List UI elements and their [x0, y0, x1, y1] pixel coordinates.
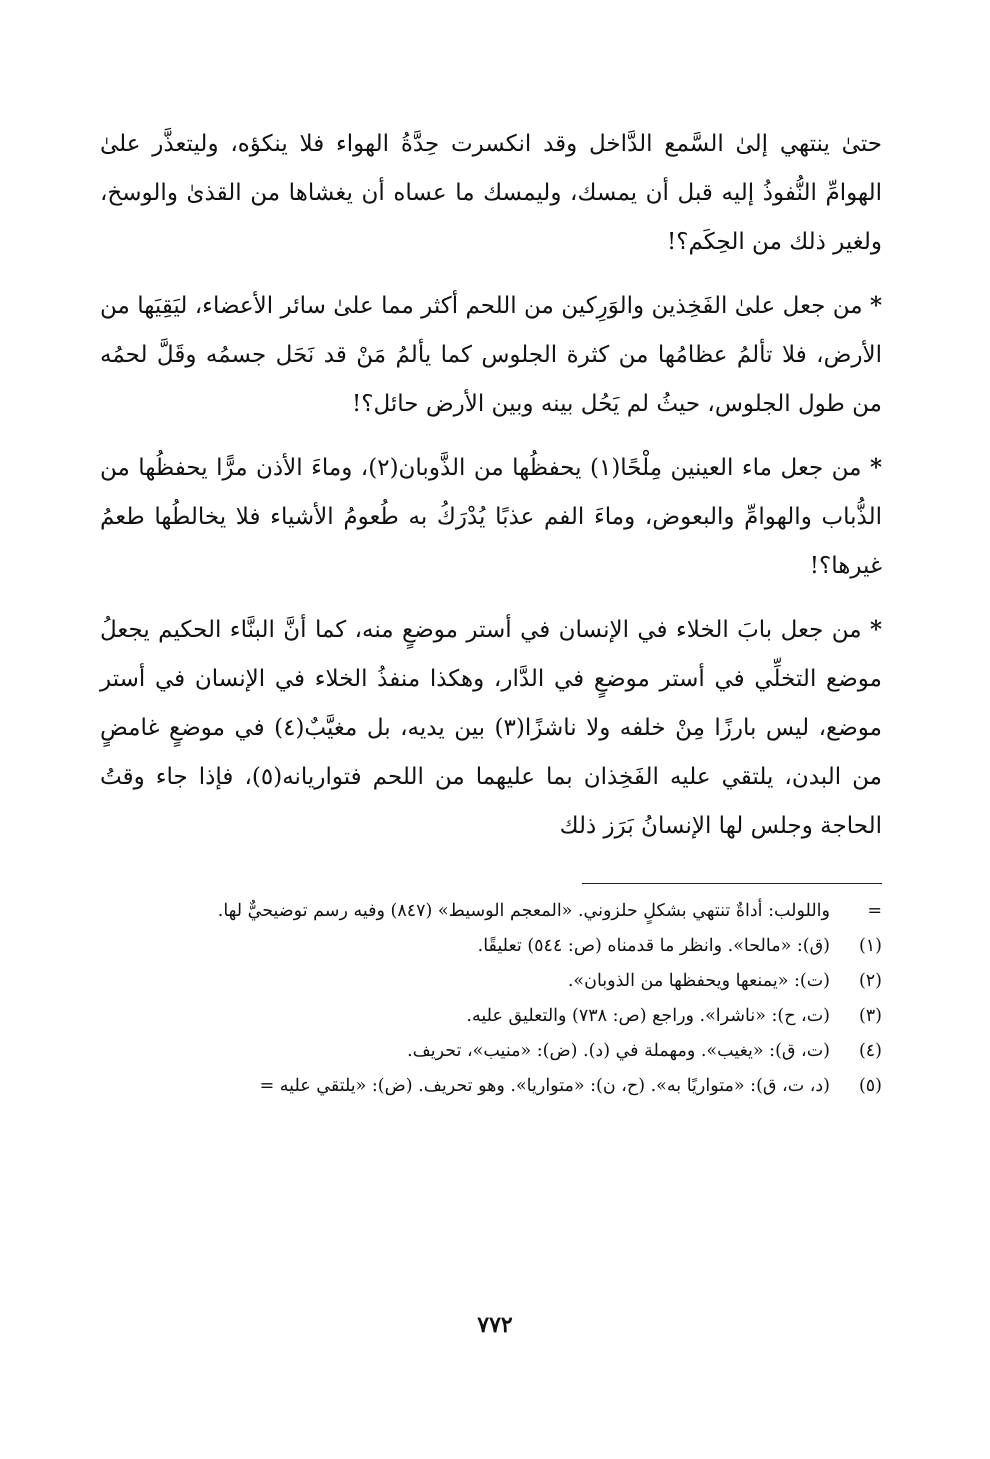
main-text: [100, 120, 882, 851]
footnote-item: [100, 933, 882, 960]
paragraph-text: حتىٰ ينتهي إلىٰ السَّمع الدَّاخل وقد انكسرت حِدَّةُ الهواء فلا ينكؤه، وليتعذَّر علىٰ الهوامِّ النُّفوذُ إليه قبل أن يمسك، وليمسك ما عساه أن يغشاها من القذىٰ والوسخ، ولغير ذلك من الحِكَم؟!: [100, 131, 882, 255]
footnote-number: =: [867, 901, 882, 921]
footnote-text: (ت): «يمنعها ويحفظها من الذوبان».: [567, 971, 830, 991]
footnote-number: (٤): [858, 1041, 882, 1061]
footnote-text: واللولب: أداةٌ تنتهي بشكلٍ حلزوني. «المعجم الوسيط» (٨٤٧) وفيه رسم توضيحيٌّ لها.: [217, 901, 830, 921]
footnote-text: (ت، ق): «يغيب». ومهملة في (د). (ض): «منيب»، تحريف.: [407, 1041, 830, 1061]
paragraph-text: من جعل بابَ الخلاء في الإنسان في أستر موضعٍ منه، كما أنَّ البنَّاء الحكيم يجعلُ موضع التخلِّي في أستر موضعٍ في الدَّار، وهكذا منفذُ الخلاء في الإنسان في أستر موضع، ليس بارزًا مِنْ خلفه ولا ناشزًا(٣) بين يديه، بل مغيَّبٌ(٤) في موضعٍ غامضٍ من البدن، يلتقي عليه الفَخِذان بما عليهما من اللحم فتواريانه(٥)، فإذا جاء وقتُ الحاجة وجلس لها الإنسانُ بَرَز ذلك: [100, 617, 883, 839]
footnote-text: (د، ت، ق): «متواريًا به». (ح، ن): «متواريا». وهو تحريف. (ض): «يلتقي عليه =: [259, 1076, 830, 1096]
star-marker: *: [869, 616, 882, 643]
footnotes: [100, 898, 882, 1100]
footnote-number: (٥): [858, 1076, 882, 1096]
paragraph-4: [100, 605, 882, 851]
footnote-separator: [582, 883, 882, 884]
paragraph-text: من جعل ماء العينين مِلْحًا(١) يحفظُها من الذَّوبان(٢)، وماءَ الأذن مرًّا يحفظُها من الذُّباب والهوامِّ والبعوض، وماءَ الفم عذبًا يُدْرَكُ به طُعومُ الأشياء فلا يخالطُها طعمُ غيرها؟!: [100, 455, 882, 579]
star-marker: *: [869, 454, 882, 481]
paragraph-1: [100, 120, 882, 267]
footnote-item: [100, 1038, 882, 1065]
page-content: [100, 120, 882, 1108]
paragraph-3: [100, 443, 882, 591]
footnote-number: (٢): [858, 971, 882, 991]
footnote-number: (٣): [858, 1006, 882, 1026]
footnote-item: [100, 968, 882, 995]
footnote-item: [100, 1073, 882, 1100]
paragraph-text: من جعل علىٰ الفَخِذين والوَرِكين من اللحم أكثر مما علىٰ سائر الأعضاء، ليَقِيَها من الأرض، فلا تألمُ عظامُها من كثرة الجلوس كما يألمُ مَنْ قد نَحَل جسمُه وقَلَّ لحمُه من طول الجلوس، حيثُ لم يَحُل بينه وبين الأرض حائل؟!: [100, 293, 882, 417]
footnote-text: (ق): «مالحا». وانظر ما قدمناه (ص: ٥٤٤) تعليقًا.: [477, 936, 830, 956]
footnote-item: [100, 898, 882, 925]
star-marker: *: [869, 292, 883, 319]
footnote-item: [100, 1003, 882, 1030]
footnote-number: (١): [858, 936, 882, 956]
page-number: ٧٧٢: [477, 1312, 513, 1338]
paragraph-2: [100, 281, 882, 429]
footnote-text: (ت، ح): «ناشرا». وراجع (ص: ٧٣٨) والتعليق عليه.: [466, 1006, 830, 1026]
